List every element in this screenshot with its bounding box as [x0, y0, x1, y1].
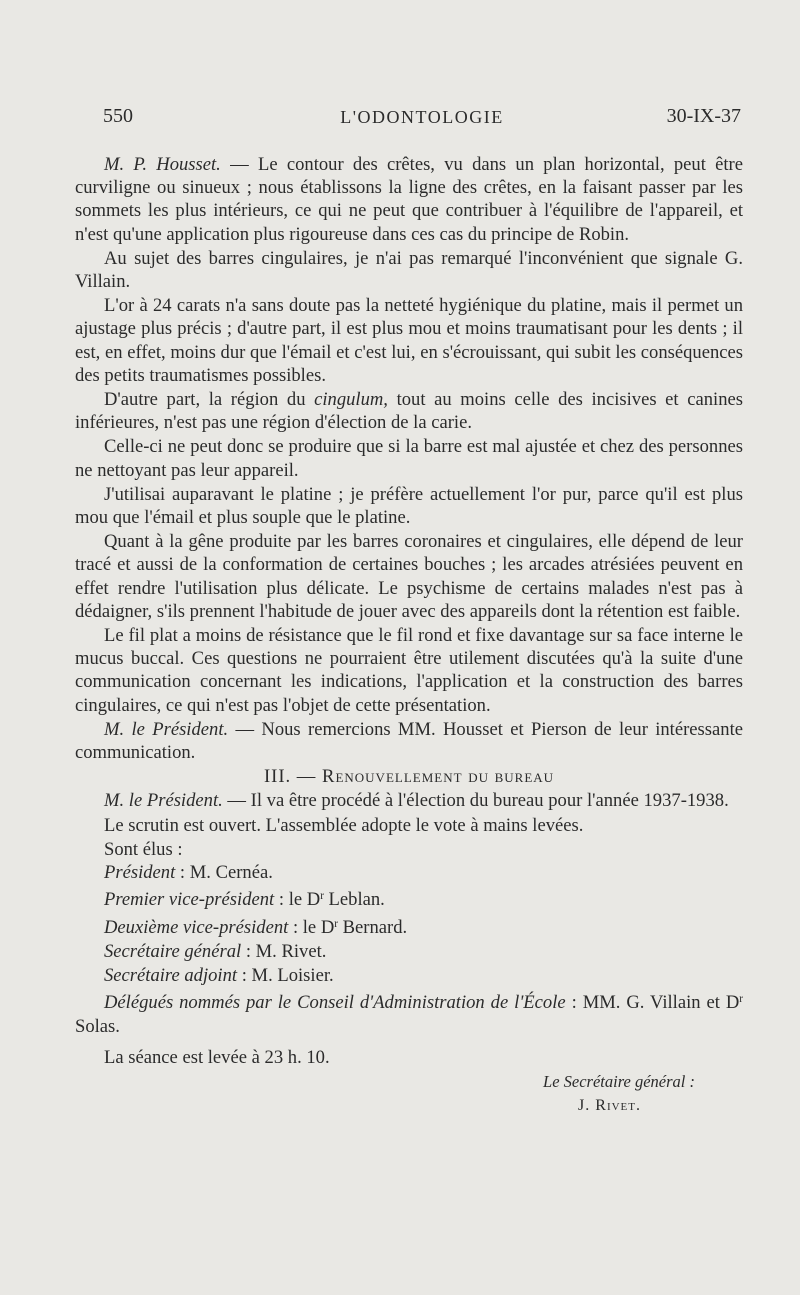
officer-entry: Premier vice-président : le $D^r$ Leblan.	[104, 889, 385, 911]
article-body	[75, 153, 743, 1118]
signature-name: J. Rivet.	[578, 1097, 641, 1115]
delegates-entry: Délégués nommés par le Conseil d'Administration de l'École : MM. G. Villain et $D^r$ Solas.	[75, 992, 743, 1037]
officer-entry: Secrétaire adjoint : M. Loisier.	[104, 965, 334, 987]
paragraph: L'or à 24 carats n'a sans doute pas la netteté hygiénique du platine, mais il permet un ajustage plus précis ; d'autre part, il est plus mou et moins traumatisant pour les dents ; il est, en effet, moins dur que l'émail et c'est lui, en s'écrouissant, qui subit les conséquences des petits traumatismes possibles.	[75, 295, 743, 386]
paragraph: D'autre part, la région du cingulum, tout au moins celle des incisives et canines inférieures, n'est pas une région d'élection de la carie.	[75, 389, 743, 434]
officer-list	[75, 861, 743, 1038]
paragraph: Celle-ci ne peut donc se produire que si la barre est mal ajustée et chez des personnes ne nettoyant pas leur appareil.	[75, 436, 743, 481]
officer-entry: Deuxième vice-président : le $D^r$ Bernard.	[104, 916, 408, 938]
paragraph: Au sujet des barres cingulaires, je n'ai pas remarqué l'inconvénient que signale G. Villain.	[75, 247, 743, 293]
paragraph: M. P. Housset. — Le contour des crêtes, vu dans un plan horizontal, peut être curviligne ou sinueux ; nous établissons la ligne des crêtes, en la faisant passer par les sommets les plus intérieurs, ce qui ne peut que contribuer à l'équilibre de l'appareil, et n'est qu'une application plus rigoureuse dans ces cas du principe de Robin.	[75, 154, 743, 245]
speaker-name: M. le Président.	[104, 718, 229, 740]
officer-entry: Président : M. Cernéa.	[104, 862, 273, 884]
paragraph: M. le Président. — Nous remercions MM. Housset et Pierson de leur intéressante communication.	[75, 718, 743, 764]
closing-line: La séance est levée à 23 h. 10.	[104, 1046, 330, 1068]
paragraph: J'utilisai auparavant le platine ; je préfère actuellement l'or pur, parce qu'il est plus mou que l'émail et plus souple que le platine.	[75, 483, 743, 529]
signature-title: Le Secrétaire général :	[543, 1072, 695, 1092]
paragraph: Le scrutin est ouvert. L'assemblée adopte le vote à mains levées.	[104, 814, 584, 836]
officer-entry: Secrétaire général : M. Rivet.	[104, 940, 327, 962]
section-heading: III. — Renouvellement du bureau	[263, 766, 555, 788]
paragraph: Quant à la gêne produite par les barres coronaires et cingulaires, elle dépend de leur tracé et aussi de la conformation de certaines bouches ; les arcades atrésiées peuvent en effet rendre l'utilisation plus délicate. Le psychisme de certains malades n'est pas à dédaigner, s'ils prennent l'habitude de jouer avec des appareils dont la rétention est faible.	[75, 531, 743, 622]
page-header	[103, 105, 741, 133]
paragraph: M. le Président. — Il va être procédé à l'élection du bureau pour l'année 1937-1938.	[104, 790, 729, 812]
speaker-name: M. P. Housset.	[104, 154, 221, 175]
issue-date: 30-IX-37	[666, 105, 741, 127]
paragraph: Le fil plat a moins de résistance que le fil rond et fixe davantage sur sa face interne le mucus buccal. Ces questions ne pourraient être utilement discutées qu'à la suite d'une communication concernant les indications, l'application et la construction des barres cingulaires, ce qui n'est pas l'objet de cette présentation.	[75, 625, 743, 716]
page-number: 550	[103, 105, 133, 127]
paragraph: Sont élus :	[104, 838, 183, 860]
speaker-name: M. le Président.	[104, 790, 223, 812]
journal-title: L'ODONTOLOGIE	[340, 107, 504, 127]
